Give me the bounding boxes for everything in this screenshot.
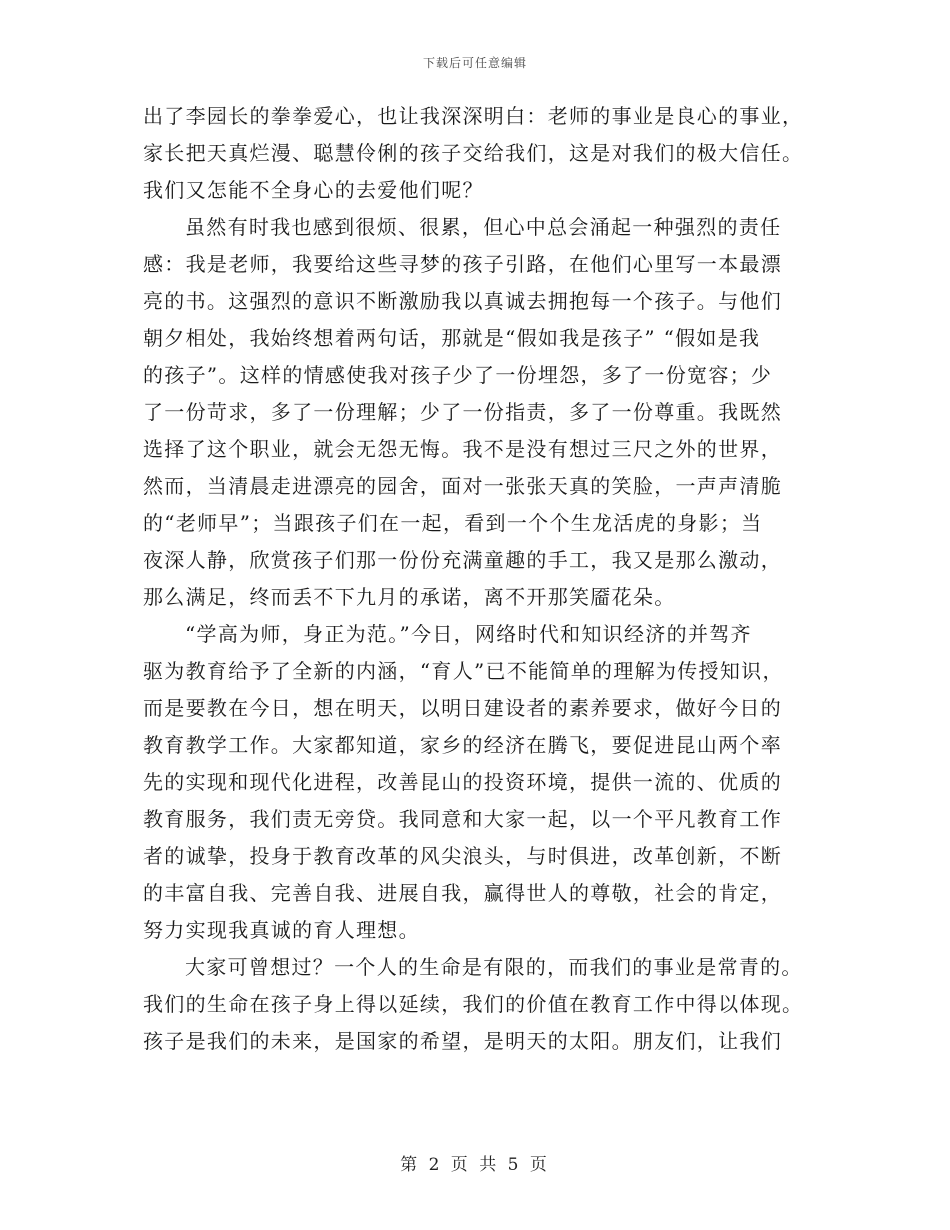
- text-line: 努力实现我真诚的育人理想。: [143, 918, 420, 942]
- text-line: 虽然有时我也感到很烦、很累，但心中总会涌起一种强烈的责任: [185, 215, 782, 239]
- text-line: 大家可曾想过？一个人的生命是有限的，而我们的事业是常青的。: [185, 955, 803, 979]
- text-line: 我们又怎能不全身心的去爱他们呢？: [143, 178, 484, 202]
- text-line: 驱为教育给予了全新的内涵，“育人”已不能简单的理解为传授知识，: [143, 659, 784, 683]
- text-line: 我们的生命在孩子身上得以延续，我们的价值在教育工作中得以体现。: [143, 992, 804, 1016]
- text-line: 家长把天真烂漫、聪慧伶俐的孩子交给我们，这是对我们的极大信任。: [143, 141, 804, 165]
- text-line: 选择了这个职业，就会无怨无悔。我不是没有想过三尺之外的世界，: [143, 437, 782, 461]
- text-line: 出了李园长的拳拳爱心，也让我深深明白：老师的事业是良心的事业，: [143, 104, 804, 128]
- text-line: 的丰富自我、完善自我、进展自我，赢得世人的尊敬，社会的肯定，: [143, 881, 782, 905]
- text-line: 教育教学工作。大家都知道，家乡的经济在腾飞，要促进昆山两个率: [143, 733, 782, 757]
- text-line: 朝夕相处，我始终想着两句话，那就是“假如我是孩子” “假如是我: [143, 326, 761, 350]
- text-line: 孩子是我们的未来，是国家的希望，是明天的太阳。朋友们，让我们: [143, 1029, 782, 1053]
- page-footer: 第 2 页 共 5 页: [400, 1155, 550, 1175]
- page-header: 下载后可任意编辑: [422, 56, 527, 70]
- text-line: 然而，当清晨走进漂亮的园舍，面对一张张天真的笑脸，一声声清脆: [143, 474, 782, 498]
- text-line: 教育服务，我们责无旁贷。我同意和大家一起，以一个平凡教育工作: [143, 807, 782, 831]
- text-line: 者的诚挚，投身于教育改革的风尖浪头，与时俱进，改革创新，不断: [143, 844, 782, 868]
- text-line: 而是要教在今日，想在明天，以明日建设者的素养要求，做好今日的: [143, 696, 782, 720]
- text-line: 那么满足，终而丢不下九月的承诺，离不开那笑靥花朵。: [143, 585, 676, 609]
- text-line: 的孩子”。这样的情感使我对孩子少了一份埋怨，多了一份宽容；少: [143, 363, 773, 387]
- text-line: 先的实现和现代化进程，改善昆山的投资环境，提供一流的、优质的: [143, 770, 782, 794]
- text-line: 亮的书。这强烈的意识不断激励我以真诚去拥抱每一个孩子。与他们: [143, 289, 782, 313]
- text-line: 的“老师早”；当跟孩子们在一起，看到一个个生龙活虎的身影；当: [143, 511, 763, 535]
- body-text: [143, 98, 813, 1060]
- text-line: “学高为师，身正为范。”今日，网络时代和知识经济的并驾齐: [185, 622, 752, 646]
- text-line: 夜深人静，欣赏孩子们那一份份充满童趣的手工，我又是那么激动，: [143, 548, 782, 572]
- text-line: 了一份苛求，多了一份理解；少了一份指责，多了一份尊重。我既然: [143, 400, 782, 424]
- text-line: 感：我是老师，我要给这些寻梦的孩子引路，在他们心里写一本最漂: [143, 252, 782, 276]
